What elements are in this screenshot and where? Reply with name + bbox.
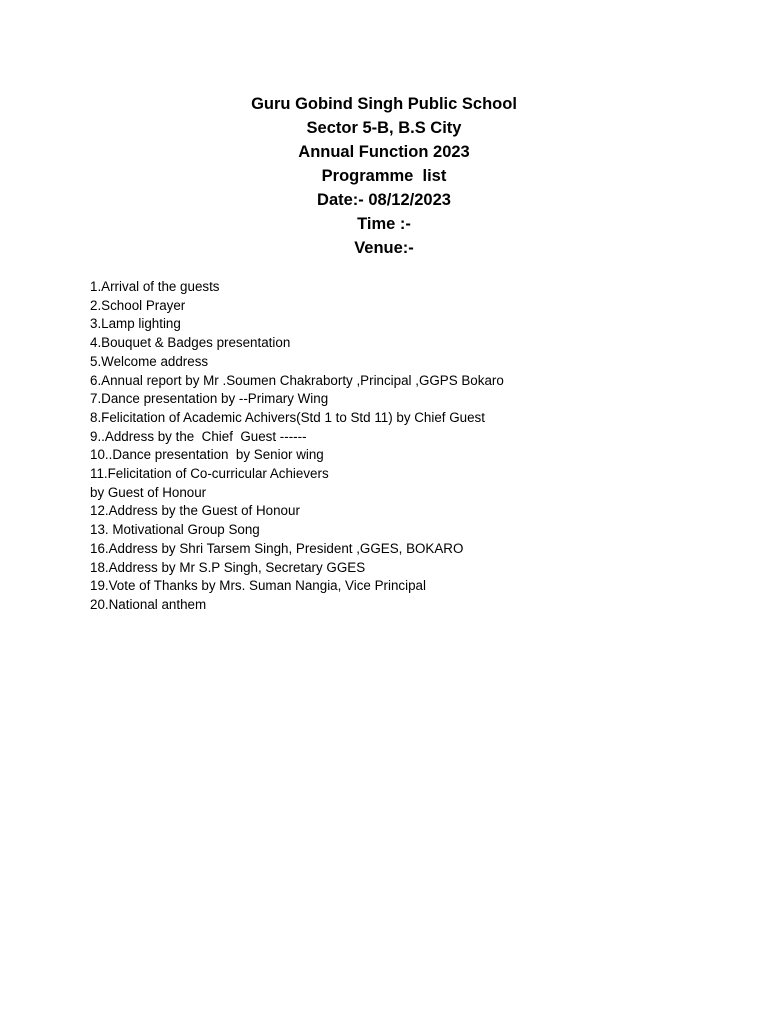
list-item: 8.Felicitation of Academic Achivers(Std 1 to Std 11) by Chief Guest (90, 409, 485, 425)
list-title: Programme list (321, 167, 447, 185)
list-item: 19.Vote of Thanks by Mrs. Suman Nangia, Vice Principal (90, 578, 426, 594)
list-item: 13. Motivational Group Song (90, 522, 260, 538)
list-item: by Guest of Honour (90, 484, 207, 500)
list-item: 5.Welcome address (90, 353, 209, 369)
list-item: 1.Arrival of the guests (90, 279, 220, 294)
school-address: Sector 5-B, B.S City (306, 119, 462, 137)
event-date: Date:- 08/12/2023 (317, 191, 451, 209)
list-item: 9..Address by the Chief Guest ------ (90, 428, 307, 444)
list-item: 2.School Prayer (90, 297, 186, 313)
list-item: 12.Address by the Guest of Honour (90, 503, 300, 519)
event-venue: Venue:- (354, 239, 414, 257)
list-item: 6.Annual report by Mr .Soumen Chakraborty ,Principal ,GGPS Bokaro (90, 372, 504, 388)
list-item: 10..Dance presentation by Senior wing (90, 447, 324, 463)
list-item: 16.Address by Shri Tarsem Singh, President ,GGES, BOKARO (90, 540, 464, 556)
list-item: 7.Dance presentation by --Primary Wing (90, 391, 329, 407)
event-title: Annual Function 2023 (298, 143, 470, 161)
event-time: Time :- (357, 215, 411, 233)
list-item: 20.National anthem (90, 596, 207, 612)
programme-list (90, 278, 504, 615)
school-name: Guru Gobind Singh Public School (251, 95, 517, 113)
list-item: 3.Lamp lighting (90, 316, 181, 332)
list-item: 11.Felicitation of Co-curricular Achievers (90, 466, 329, 482)
list-item: 18.Address by Mr S.P Singh, Secretary GGES (90, 559, 366, 575)
document-header (0, 92, 768, 260)
list-item: 4.Bouquet & Badges presentation (90, 335, 291, 351)
